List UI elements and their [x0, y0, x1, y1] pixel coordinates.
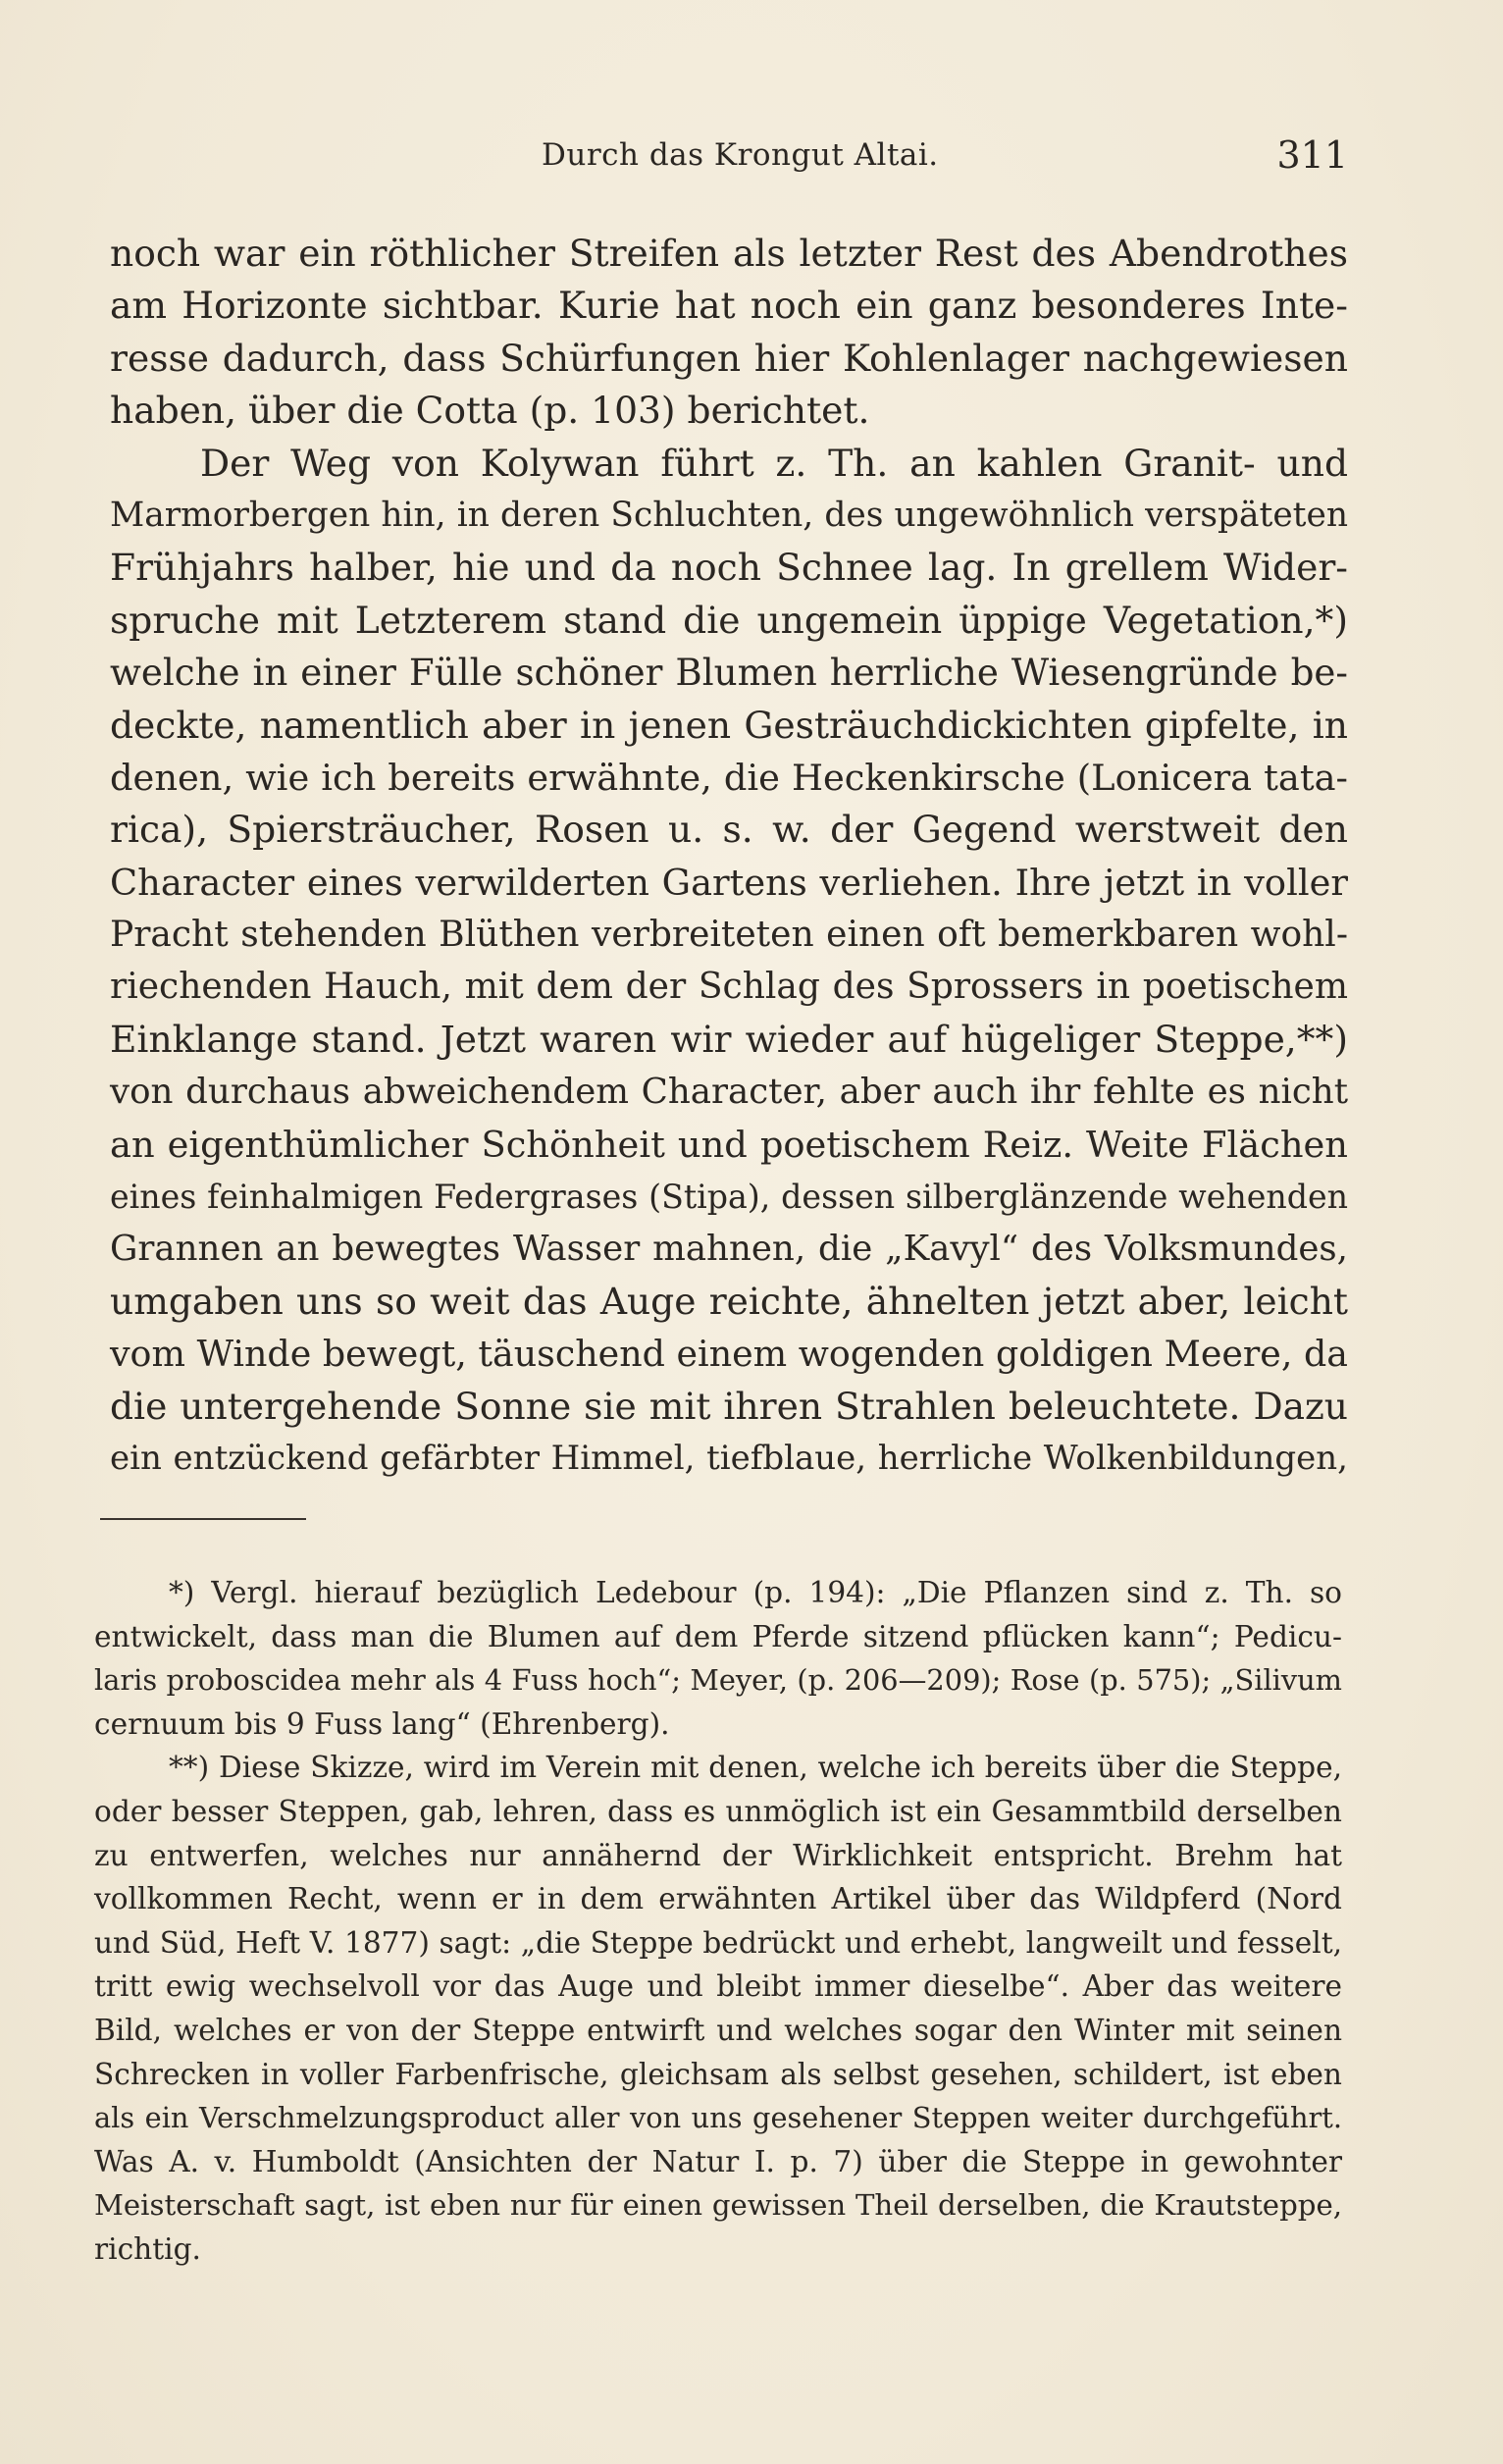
- footnote-line: vollkommen Recht, wenn er in dem erwähnten Artikel über das Wildpferd (Nord: [94, 1882, 1342, 1916]
- body-line: am Horizonte sichtbar. Kurie hat noch ein ganz besonderes Inte-: [110, 284, 1348, 328]
- body-line: Character eines verwilderten Gartens verliehen. Ihre jetzt in voller: [110, 861, 1348, 904]
- footnote-line: Was A. v. Humboldt (Ansichten der Natur I. p. 7) über die Steppe in gewohnter: [94, 2144, 1342, 2178]
- body-line: Grannen an bewegtes Wasser mahnen, die „Kavyl“ des Volksmundes,: [110, 1229, 1348, 1270]
- body-text: [110, 228, 1348, 1485]
- body-line: Marmorbergen hin, in deren Schluchten, des ungewöhnlich verspäteten: [110, 495, 1348, 535]
- footnote-line: Bild, welches er von der Steppe entwirft und welches sogar den Winter mit seinen: [94, 2013, 1342, 2047]
- footnote-line: **) Diese Skizze, wird im Verein mit denen, welche ich bereits über die Steppe,: [169, 1751, 1342, 1785]
- footnote-line: richtig.: [94, 2231, 201, 2266]
- footnote-line: oder besser Steppen, gab, lehren, dass es unmöglich ist ein Gesammtbild derselben: [94, 1794, 1342, 1828]
- running-title: Durch das Krongut Altai.: [542, 137, 939, 173]
- footnote-line: laris proboscidea mehr als 4 Fuss hoch“; Meyer, (p. 206—209); Rose (p. 575); „Silivum: [94, 1663, 1342, 1698]
- body-line: ein entzückend gefärbter Himmel, tiefblaue, herrliche Wolkenbildungen,: [110, 1438, 1348, 1478]
- footnote-line: *) Vergl. hierauf bezüglich Ledebour (p. 194): „Die Pflanzen sind z. Th. so: [169, 1576, 1342, 1609]
- footnote-divider: [100, 1518, 306, 1520]
- body-line: riechenden Hauch, mit dem der Schlag des Sprossers in poetischem: [110, 967, 1348, 1008]
- body-line: noch war ein röthlicher Streifen als letzter Rest des Abendrothes: [110, 232, 1348, 275]
- footnote-line: Schrecken in voller Farbenfrische, gleichsam als selbst gesehen, schildert, ist eben: [94, 2057, 1342, 2091]
- body-line: an eigenthümlicher Schönheit und poetischem Reiz. Weite Flächen: [110, 1123, 1348, 1166]
- body-line: Einklange stand. Jetzt waren wir wieder auf hügeliger Steppe,**): [110, 1017, 1348, 1061]
- footnote-line: als ein Verschmelzungsproduct aller von uns gesehener Steppen weiter durchgeführt.: [94, 2101, 1342, 2135]
- body-line: resse dadurch, dass Schürfungen hier Kohlenlager nachgewiesen: [110, 336, 1348, 380]
- page-number: 311: [1276, 133, 1348, 177]
- body-line: die untergehende Sonne sie mit ihren Strahlen beleuchtete. Dazu: [110, 1384, 1348, 1428]
- footnote-line: Meisterschaft sagt, ist eben nur für einen gewissen Theil derselben, die Krautsteppe,: [94, 2188, 1342, 2223]
- body-line: spruche mit Letzterem stand die ungemein üppige Vegetation,*): [110, 598, 1348, 642]
- body-line: deckte, namentlich aber in jenen Gesträuchdickichten gipfelte, in: [110, 703, 1348, 747]
- footnotes: [94, 1571, 1342, 2272]
- body-line: vom Winde bewegt, täuschend einem wogenden goldigen Meere, da: [110, 1333, 1348, 1376]
- body-line: Pracht stehenden Blüthen verbreiteten einen oft bemerkbaren wohl-: [110, 915, 1348, 956]
- body-line: eines feinhalmigen Federgrases (Stipa), dessen silberglänzende wehenden: [110, 1178, 1348, 1217]
- body-line: Frühjahrs halber, hie und da noch Schnee lag. In grellem Wider-: [110, 546, 1348, 590]
- body-line: von durchaus abweichendem Character, aber auch ihr fehlte es nicht: [110, 1072, 1348, 1113]
- footnote-line: tritt ewig wechselvoll vor das Auge und bleibt immer dieselbe“. Aber das weitere: [94, 1969, 1342, 2004]
- footnote-line: entwickelt, dass man die Blumen auf dem Pferde sitzend pflücken kann“; Pedicu-: [94, 1619, 1342, 1653]
- body-line: haben, über die Cotta (p. 103) berichtet.: [110, 389, 870, 433]
- body-line: rica), Spiersträucher, Rosen u. s. w. der Gegend werstweit den: [110, 808, 1348, 852]
- body-line: welche in einer Fülle schöner Blumen herrliche Wiesengründe be-: [110, 651, 1348, 695]
- body-line: umgaben uns so weit das Auge reichte, ähnelten jetzt aber, leicht: [110, 1279, 1348, 1323]
- body-line: Der Weg von Kolywan führt z. Th. an kahlen Granit- und: [200, 441, 1348, 485]
- running-head: [110, 133, 1348, 186]
- body-line: denen, wie ich bereits erwähnte, die Heckenkirsche (Lonicera tata-: [110, 756, 1348, 799]
- footnote-line: und Süd, Heft V. 1877) sagt: „die Steppe bedrückt und erhebt, langweilt und fesselt,: [94, 1925, 1342, 1960]
- footnote-line: zu entwerfen, welches nur annähernd der Wirklichkeit entspricht. Brehm hat: [94, 1838, 1342, 1872]
- footnote-line: cernuum bis 9 Fuss lang“ (Ehrenberg).: [94, 1706, 670, 1741]
